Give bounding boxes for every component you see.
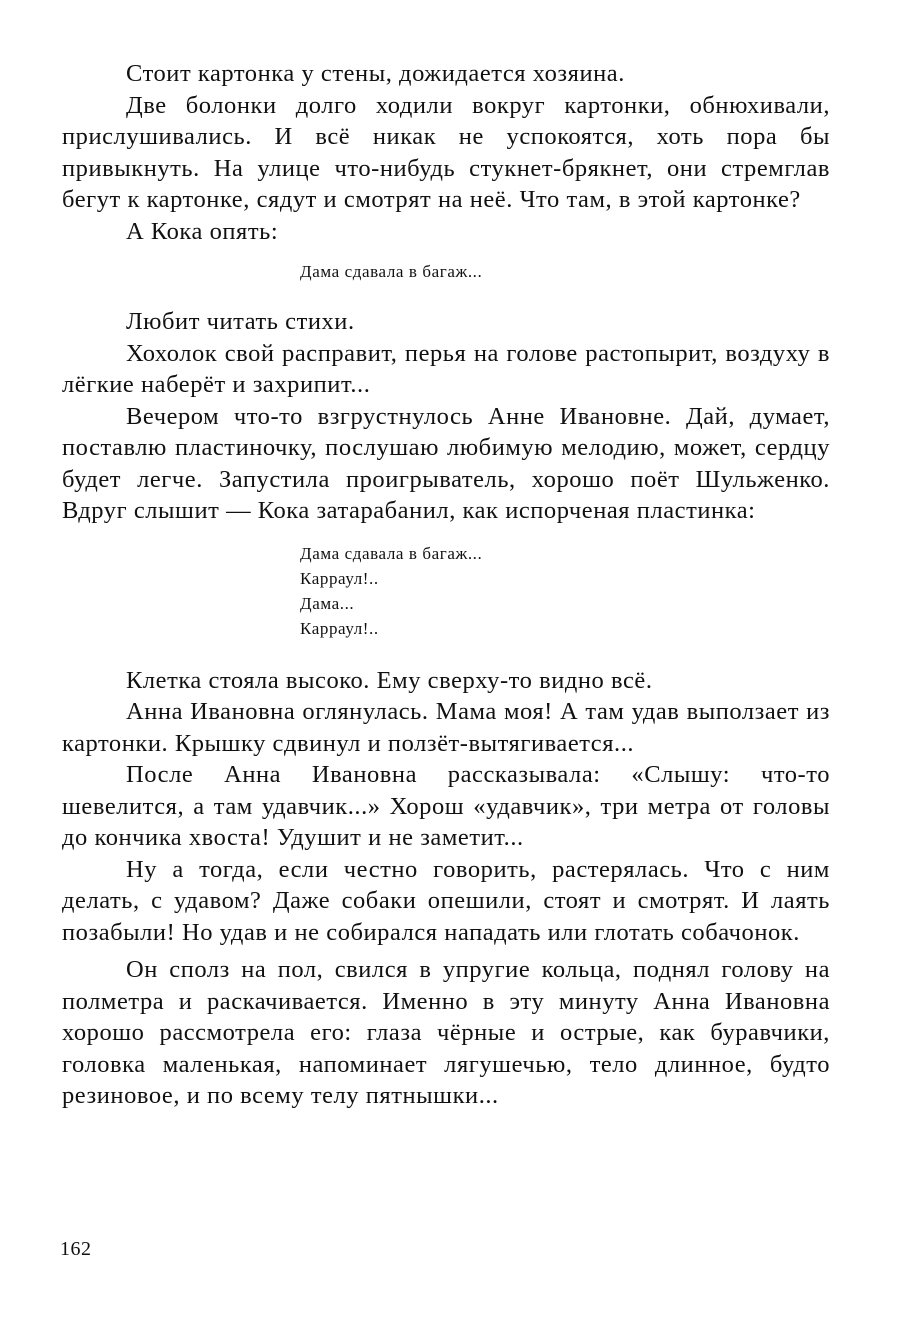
paragraph-1: Стоит картонка у стены, дожидается хозяина. xyxy=(126,60,625,87)
verse-line: Карраул!.. xyxy=(300,618,379,638)
page-number: 162 xyxy=(60,1238,92,1260)
verse-quote-1 xyxy=(62,259,830,284)
paragraph-2: Две болонки долго ходили вокруг картонки, обнюхивали, прислушивались. И всё никак не успокоятся, хоть пора бы привыкнуть. На улице что-нибудь стукнет-брякнет, они стремглав бегут к картонке, сядут и смотрят на неё. Что там, в этой картонке? xyxy=(62,91,830,213)
page-body xyxy=(62,58,830,1112)
paragraph-7: Клетка стояла высоко. Ему сверху-то видно всё. xyxy=(126,666,653,694)
verse-line: Дама сдавала в багаж... xyxy=(300,262,483,281)
paragraph-11: Он сполз на пол, свился в упругие кольца, поднял голову на полметра и раскачивается. Именно в эту минуту Анна Ивановна хорошо рассмотрела его: глаза чёрные и острые, как буравчики, головка маленькая, напоминает лягушечью, тело длинное, будто резиновое, и по всему телу пятнышки... xyxy=(62,956,830,1109)
paragraph-3: А Кока опять: xyxy=(126,217,279,245)
verse-quote-2 xyxy=(62,541,830,641)
paragraph-8: Анна Ивановна оглянулась. Мама моя! А там удав выползает из картонки. Крышку сдвинул и ползёт-вытягивается... xyxy=(62,698,830,757)
verse-line: Карраул!.. xyxy=(300,568,379,588)
paragraph-4: Любит читать стихи. xyxy=(126,308,355,335)
verse-line: Дама сдавала в багаж... xyxy=(300,543,483,563)
paragraph-10: Ну а тогда, если честно говорить, растерялась. Что с ним делать, с удавом? Даже собаки опешили, стоят и смотрят. И лаять позабыли! Но удав и не собирался нападать или глотать собачонок. xyxy=(62,855,830,946)
paragraph-5: Хохолок свой расправит, перья на голове растопырит, воздуху в лёгкие наберёт и захрипит... xyxy=(62,339,830,398)
paragraph-6: Вечером что-то взгрустнулось Анне Ивановне. Дай, думает, поставлю пластиночку, послушаю любимую мелодию, может, сердцу будет легче. Запустила проигрыватель, хорошо поёт Шульженко. Вдруг слышит — Кока затарабанил, как испорченая пластинка: xyxy=(62,402,830,524)
verse-line: Дама... xyxy=(300,593,355,613)
paragraph-9: После Анна Ивановна рассказывала: «Слышу: что-то шевелится, а там удавчик...» Хорош «удавчик», три метра от головы до кончика хвоста! Удушит и не заметит... xyxy=(62,761,830,851)
